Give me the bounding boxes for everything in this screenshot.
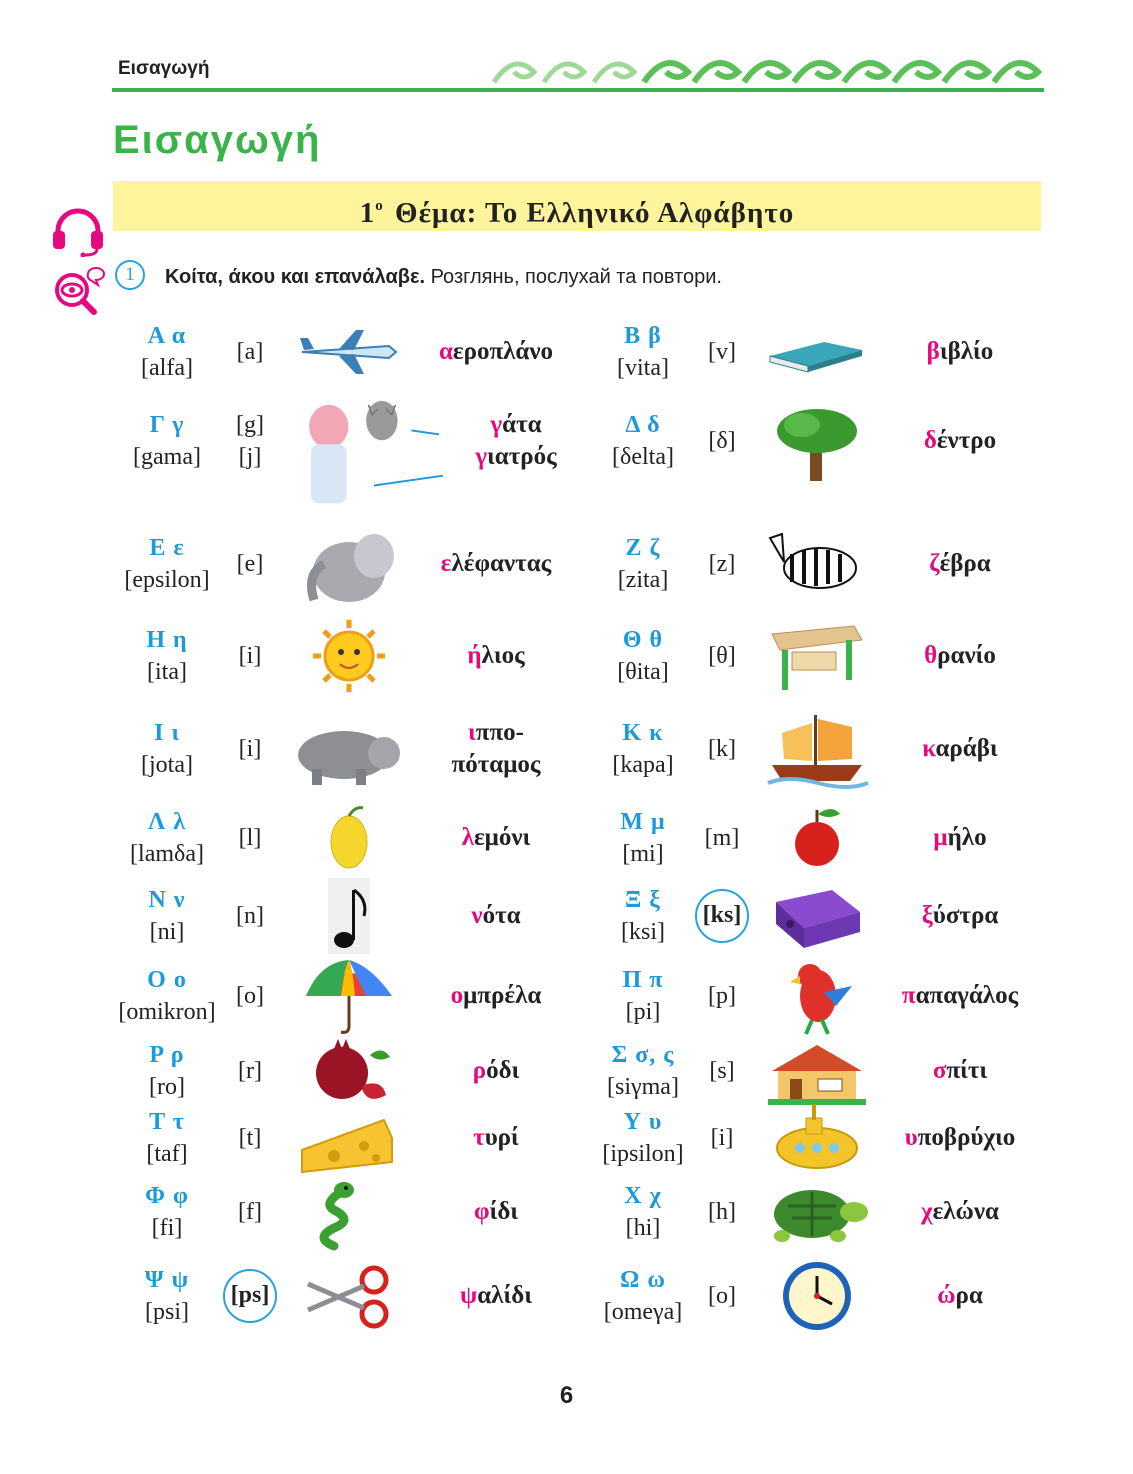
word-cell [860,980,1060,1012]
word-initial: θ [924,642,938,669]
letter-name: [ni] [149,919,185,945]
word-initial: κ [922,735,936,762]
letter-glyph: Π π [622,967,664,993]
word-cell [396,717,596,781]
word-initial: β [926,338,940,365]
word-initial-2: γ [475,443,488,470]
word-cell [396,1122,596,1154]
letter-cell [578,964,708,1028]
word-rest: όδι [486,1057,520,1084]
phoneme [220,640,280,672]
word-cell [396,1055,596,1087]
letter-cell [102,1264,232,1328]
letter-cell [578,320,708,384]
letter-name: [omikron] [118,999,216,1025]
word-cell [860,1196,1060,1228]
letter-glyph: Β β [624,323,662,349]
apple-icon [762,798,872,878]
letter-name: [vita] [617,355,669,381]
word-cell [396,548,596,580]
phoneme [692,1055,752,1087]
letter-glyph: Η η [146,627,188,653]
phoneme [692,733,752,765]
phoneme [692,425,752,457]
word-rest: ήλο [947,824,987,851]
word-initial: ν [471,902,483,929]
elephant-icon [294,524,404,604]
letter-name: [fi] [151,1215,183,1241]
phoneme [220,1055,280,1087]
letter-cell [102,320,232,384]
phoneme [695,889,749,943]
word-rest-2: πόταμος [451,751,541,778]
letter-cell [102,1039,232,1103]
phoneme [220,1196,280,1228]
phoneme [692,980,752,1012]
phoneme [220,733,280,765]
word-cell [396,1196,596,1228]
phoneme-text: [k] [708,736,736,762]
lemon-icon [294,798,404,878]
letter-name: [pi] [625,999,661,1025]
word-initial: ε [440,550,452,577]
letter-name: [θita] [617,659,669,685]
letter-name: [alfa] [141,355,193,381]
word-initial: ή [467,642,482,669]
letter-glyph: Ι ι [154,720,180,746]
phoneme [220,336,280,368]
phoneme-text: [p] [708,983,736,1009]
word-rest: ποβρύχιο [917,1124,1016,1151]
clock-icon [762,1256,872,1336]
phoneme [692,1122,752,1154]
letter-glyph: Ψ ψ [144,1267,190,1293]
letter-cell [578,409,708,473]
word-cell [860,733,1060,765]
word-rest: ύστρα [932,902,999,929]
word-initial: γ [490,411,503,438]
word-rest: υρί [484,1124,519,1151]
word-cell [396,336,596,368]
letter-cell [578,884,708,948]
letter-cell [578,1106,708,1170]
phoneme [692,1196,752,1228]
word-rest: λιος [481,642,525,669]
word-initial: δ [923,427,937,454]
word-rest: ιβλίο [939,338,994,365]
phoneme-text: [i] [710,1125,734,1151]
book-icon [762,312,872,392]
headphones-icon [50,205,106,257]
phoneme-text: [a] [236,339,264,365]
word-initial: τ [473,1124,485,1151]
letter-glyph: Ρ ρ [149,1042,185,1068]
letter-cell [102,1106,232,1170]
phoneme-text: [θ] [708,643,736,669]
topic-number: 1 [359,197,376,229]
word-rest: πίτι [946,1057,988,1084]
letter-glyph: Ν ν [148,887,186,913]
phoneme-text: [v] [708,339,736,365]
phoneme [692,640,752,672]
word-rest: απαγάλος [915,982,1019,1009]
letter-cell [102,409,232,473]
letter-glyph: Γ γ [149,412,185,438]
word-rest: αλίδι [477,1282,532,1309]
phoneme-text: [δ] [708,428,736,454]
word-rest: ππο- [475,719,524,746]
cheese-icon [294,1098,404,1178]
submarine-icon [762,1098,872,1178]
exercise-instruction [165,266,722,289]
word-initial: ρ [472,1057,487,1084]
header-divider [112,88,1044,92]
word-cell [860,822,1060,854]
phoneme-text: [m] [704,825,740,851]
phoneme [220,980,280,1012]
phoneme [220,900,280,932]
letter-cell [102,717,232,781]
phoneme-text: [h] [708,1199,736,1225]
phoneme-text: [ps] [230,1282,270,1308]
letter-name: [hi] [625,1215,661,1241]
sharpener-icon [762,876,872,956]
letter-cell [578,806,708,870]
word-rest: ελώνα [932,1198,999,1225]
ship-icon [762,709,872,789]
word-initial: ο [450,982,464,1009]
word-initial: ξ [921,902,933,929]
word-initial: χ [921,1198,933,1225]
word-initial: ζ [929,550,940,577]
phoneme-text: [ks] [702,902,742,928]
phoneme-text: [i] [238,736,262,762]
letter-glyph: Ξ ξ [625,887,661,913]
letter-glyph: Σ σ, ς [611,1042,675,1068]
letter-glyph: Α α [147,323,187,349]
word-rest: έντρο [936,427,997,454]
word-cell [860,1055,1060,1087]
tree-icon [762,401,872,481]
page-header [112,52,1044,92]
letter-name: [omeγa] [603,1299,683,1325]
phoneme-text: [g] [236,412,264,438]
wave-ornament-icon [484,52,1044,88]
parrot-icon [762,956,872,1036]
word-initial: φ [473,1198,490,1225]
letter-cell [578,532,708,596]
letter-glyph: Θ θ [622,627,664,653]
word-initial: π [901,982,916,1009]
letter-glyph: Τ τ [149,1109,185,1135]
phoneme-text: [i] [238,643,262,669]
word-cell [396,1280,596,1312]
letter-name: [jota] [141,752,193,778]
word-cell [860,425,1060,457]
header-label: Εισαγωγή [118,58,210,79]
zebra-icon [762,524,872,604]
letter-glyph: Φ φ [145,1183,189,1209]
letter-cell [102,964,232,1028]
letter-name: [lamδa] [130,841,204,867]
letter-name: [δelta] [612,444,674,470]
letter-name: [mi] [622,841,664,867]
phoneme [223,1269,277,1323]
word-rest: εροπλάνο [452,338,554,365]
letter-cell [578,624,708,688]
word-rest: ίδι [489,1198,519,1225]
letter-name: [gama] [133,444,201,470]
word-cell [860,548,1060,580]
word-rest: άτα [502,411,542,438]
phoneme-text: [s] [709,1058,735,1084]
phoneme-text: [o] [236,983,264,1009]
word-rest: ρα [955,1282,983,1309]
word-rest: μπρέλα [463,982,542,1009]
phoneme-text: [z] [708,551,736,577]
letter-name: [zita] [617,567,669,593]
word-initial: ι [468,719,476,746]
phoneme-text-2: [j] [238,444,262,470]
word-cell [396,900,596,932]
word-initial: ψ [460,1282,478,1309]
hippo-icon [294,709,404,789]
word-rest-2: ιατρός [487,443,557,470]
letter-cell [578,717,708,781]
letter-name: [epsilon] [124,567,210,593]
umbrella-icon [294,956,404,1036]
word-initial: μ [933,824,948,851]
sun-icon [294,616,404,696]
letter-glyph: Χ χ [624,1183,662,1209]
letter-glyph: Κ κ [622,720,664,746]
phoneme [692,548,752,580]
letter-cell [102,806,232,870]
phoneme-text: [e] [236,551,264,577]
letter-glyph: Υ υ [623,1109,663,1135]
word-rest: εμόνι [474,824,531,851]
letter-name: [siγma] [607,1074,679,1100]
word-cell [860,900,1060,932]
letter-cell [102,1180,232,1244]
word-cell [860,1122,1060,1154]
instruction-greek: Κοίτα, άκου και επανάλαβε. [165,266,426,288]
letter-cell [578,1180,708,1244]
word-initial: α [438,338,453,365]
note-icon [294,876,404,956]
letter-name: [kapa] [612,752,674,778]
word-initial: ώ [937,1282,956,1309]
letter-cell [578,1264,708,1328]
letter-name: [ipsilon] [602,1141,684,1167]
letter-name: [ro] [149,1074,185,1100]
letter-cell [102,884,232,948]
word-cell [860,640,1060,672]
desk-icon [762,616,872,696]
turtle-icon [762,1172,872,1252]
phoneme-text: [o] [708,1283,736,1309]
phoneme-text: [t] [238,1125,262,1151]
word-initial: υ [904,1124,918,1151]
letter-glyph: Μ μ [620,809,666,835]
word-cell [860,336,1060,368]
phoneme-text: [l] [238,825,262,851]
word-cell [860,1280,1060,1312]
letter-glyph: Ε ε [149,535,185,561]
phoneme [220,1122,280,1154]
letter-glyph: Ζ ζ [625,535,661,561]
word-rest: αράβι [935,735,998,762]
phoneme [220,548,280,580]
page-title: Εισαγωγή [113,118,322,162]
phoneme [220,409,280,473]
letter-name: [ksi] [621,919,665,945]
exercise-number: 1 [115,260,145,290]
letter-glyph: Ω ω [620,1267,666,1293]
page-number: 6 [559,1382,574,1409]
word-cell [396,980,596,1012]
letter-cell [102,532,232,596]
snake-icon [294,1172,404,1252]
word-cell [396,640,596,672]
topic-banner [113,181,1041,231]
word-initial: σ [932,1057,947,1084]
word-rest: ρανίο [937,642,996,669]
topic-ordinal: ο [375,198,384,214]
word-rest: έβρα [939,550,991,577]
phoneme [220,822,280,854]
letter-name: [psi] [145,1299,189,1325]
phoneme [692,1280,752,1312]
topic-title: Θέμα: Το Ελληνικό Αλφάβητο [395,197,795,229]
word-rest: λέφαντας [451,550,552,577]
phoneme [692,336,752,368]
letter-cell [102,624,232,688]
scissors-icon [294,1256,404,1336]
phoneme [692,822,752,854]
word-initial: λ [461,824,474,851]
phoneme-text: [n] [236,903,264,929]
letter-glyph: Δ δ [625,412,661,438]
magnifier-eye-icon [52,264,106,316]
instruction-ukrainian: Розглянь, послухай та повтори. [425,266,722,288]
phoneme-text: [r] [238,1058,262,1084]
phoneme-text: [f] [238,1199,262,1225]
letter-cell [578,1039,708,1103]
letter-name: [taf] [146,1141,188,1167]
letter-name: [ita] [147,659,187,685]
letter-glyph: Ο ο [147,967,187,993]
word-rest: ότα [482,902,521,929]
airplane-icon [294,312,404,392]
word-cell [396,822,596,854]
letter-glyph: Λ λ [148,809,186,835]
